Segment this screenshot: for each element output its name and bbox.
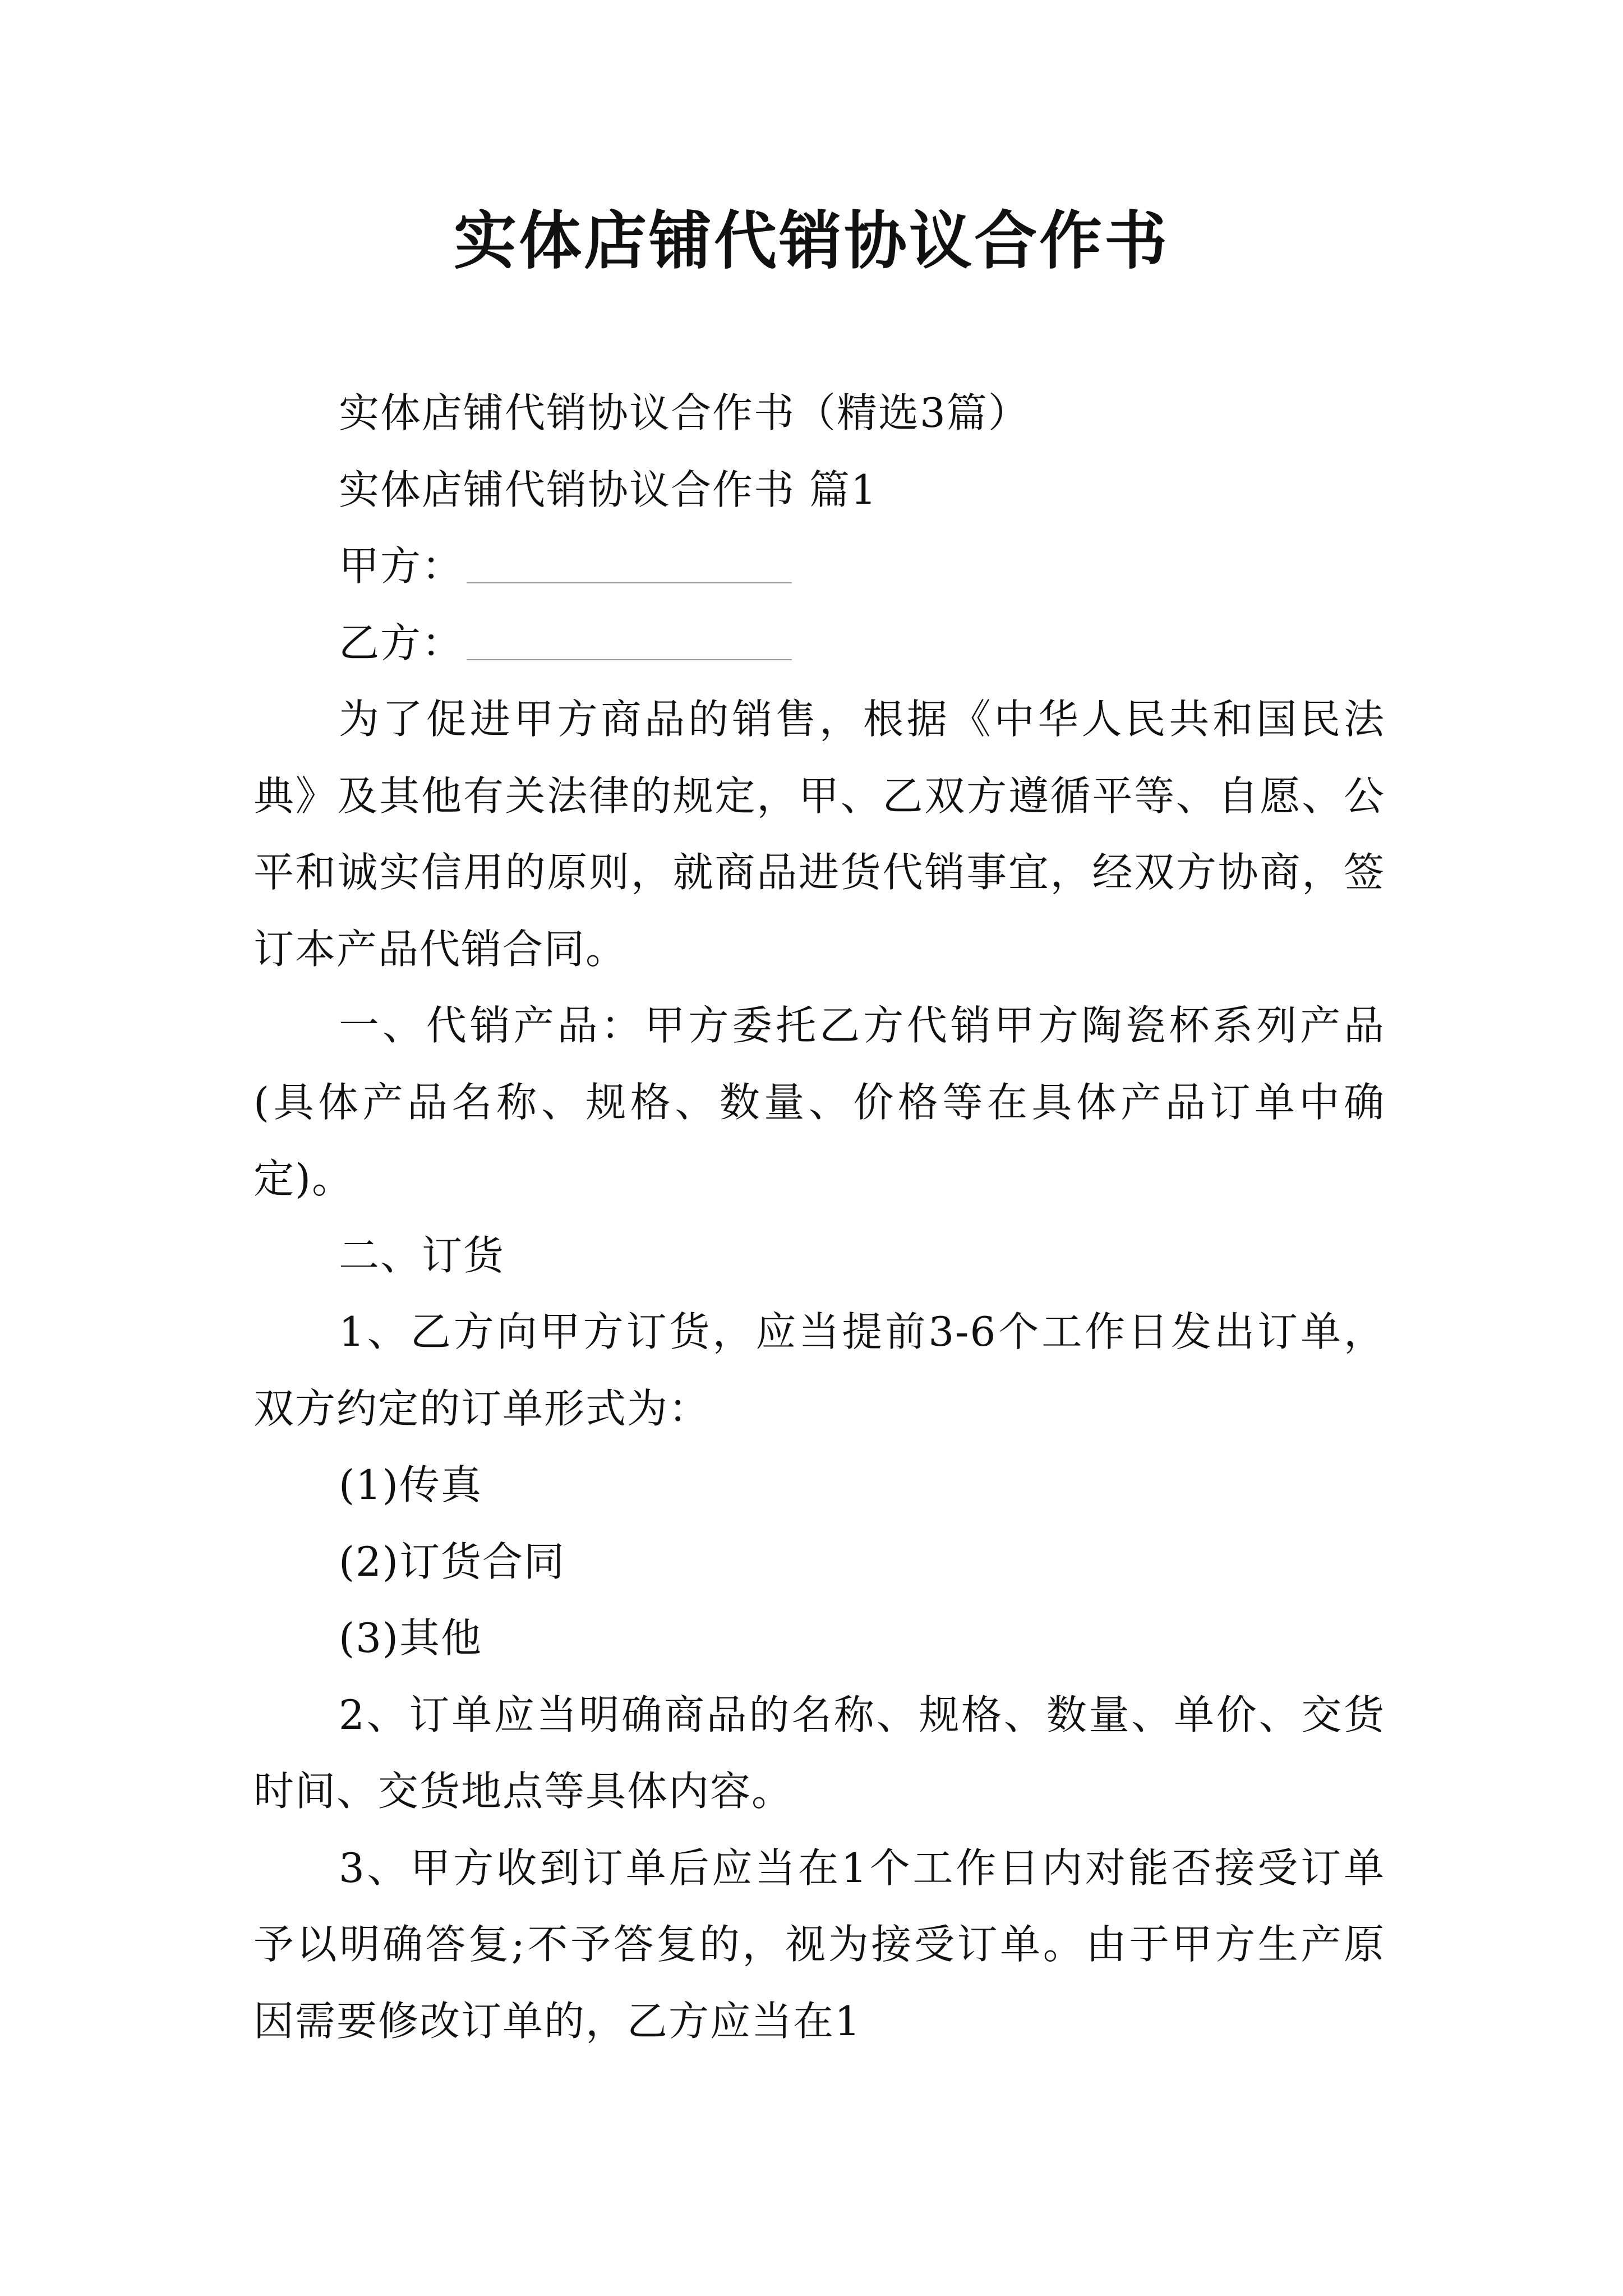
item-1-paragraph: 1、乙方向甲方订货，应当提前3-6个工作日发出订单，双方约定的订单形式为： [253, 1308, 1385, 1432]
subtitle: 实体店铺代销协议合作书（精选3篇） [339, 389, 1030, 436]
item-3-paragraph: 3、甲方收到订单后应当在1个工作日内对能否接受订单予以明确答复;不予答复的，视为接受订单。由于甲方生产原因需要修改订单的，乙方应当在1 [253, 1844, 1385, 2045]
order-option-1: (1)传真 [339, 1461, 482, 1508]
document-title: 实体店铺代销协议合作书 [454, 204, 1169, 278]
item-2-paragraph: 2、订单应当明确商品的名称、规格、数量、单价、交货时间、交货地点等具体内容。 [253, 1691, 1385, 1815]
party-b-signature-blank [467, 619, 792, 660]
clause-1-paragraph: 一、代销产品：甲方委托乙方代销甲方陶瓷杯系列产品(具体产品名称、规格、数量、价格等在具体产品订单中确定)。 [253, 1002, 1385, 1202]
clause-2-heading: 二、订货 [339, 1231, 505, 1279]
order-option-3: (3)其他 [339, 1614, 482, 1662]
party-b-label: 乙方： [339, 619, 464, 666]
document-body [253, 375, 1385, 2059]
party-a-signature-blank [467, 542, 792, 583]
party-a-label: 甲方： [339, 542, 464, 590]
intro-paragraph: 为了促进甲方商品的销售，根据《中华人民共和国民法典》及其他有关法律的规定，甲、乙双方遵循平等、自愿、公平和诚实信用的原则，就商品进货代销事宜，经双方协商，签订本产品代销合同。 [253, 696, 1385, 973]
order-option-2: (2)订货合同 [339, 1538, 565, 1585]
section-heading: 实体店铺代销协议合作书 篇1 [339, 466, 878, 513]
party-a-line [253, 528, 1385, 605]
party-b-line [253, 605, 1385, 682]
